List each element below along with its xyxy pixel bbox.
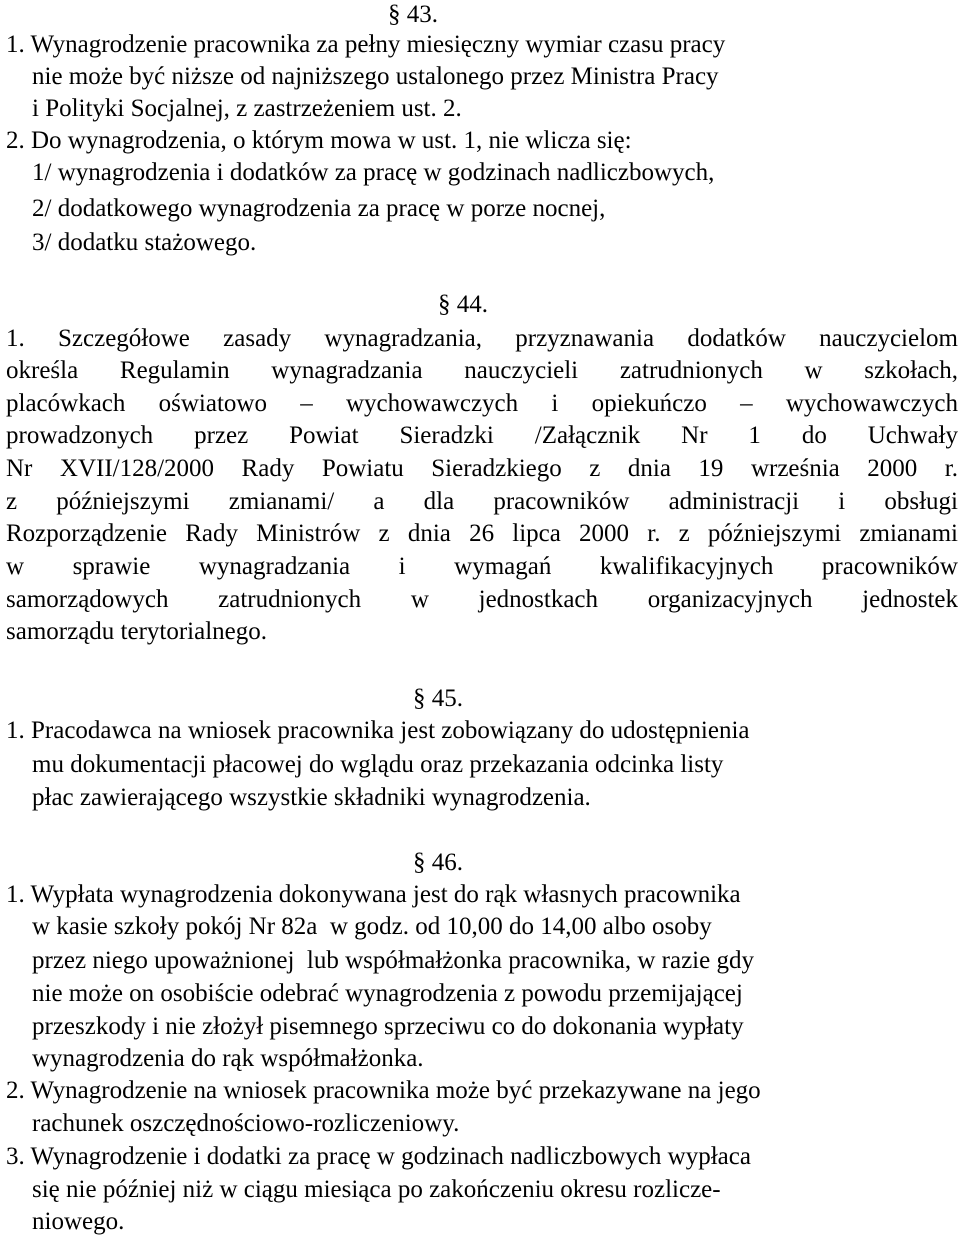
section-45-line: 1. Pracodawca na wniosek pracownika jest zobowiązany do udostępnienia — [6, 717, 750, 744]
section-44-heading: § 44. — [438, 291, 488, 318]
section-43-line: 1/ wynagrodzenia i dodatków za pracę w godzinach nadliczbowych, — [32, 159, 715, 186]
section-43-line: 3/ dodatku stażowego. — [32, 229, 257, 256]
section-43-line: nie może być niższe od najniższego ustalonego przez Ministra Pracy — [32, 63, 719, 90]
section-44-line: 1. Szczegółowe zasady wynagradzania, przyznawania dodatków nauczycielom — [6, 325, 958, 352]
section-46-line: 2. Wynagrodzenie na wniosek pracownika może być przekazywane na jego — [6, 1077, 761, 1104]
section-44-line: z późniejszymi zmianami/ a dla pracowników administracji i obsługi — [6, 488, 958, 515]
section-46-line: rachunek oszczędnościowo-rozliczeniowy. — [32, 1110, 460, 1137]
section-43-heading: § 43. — [388, 1, 438, 28]
section-43-line: 2. Do wynagrodzenia, o którym mowa w ust. 1, nie wlicza się: — [6, 127, 632, 154]
section-46-line: wynagrodzenia do rąk współmałżonka. — [32, 1045, 424, 1072]
section-44-line: Rozporządzenie Rady Ministrów z dnia 26 lipca 2000 r. z późniejszymi zmianami — [6, 520, 958, 547]
section-46-line: przez niego upoważnionej lub współmałżonka pracownika, w razie gdy — [32, 947, 754, 974]
section-44-line: samorządowych zatrudnionych w jednostkach organizacyjnych jednostek — [6, 586, 958, 613]
section-46-line: w kasie szkoły pokój Nr 82a w godz. od 10,00 do 14,00 albo osoby — [32, 913, 712, 940]
section-43-line: 2/ dodatkowego wynagrodzenia za pracę w porze nocnej, — [32, 195, 606, 222]
section-43-line: i Polityki Socjalnej, z zastrzeżeniem ust. 2. — [32, 95, 462, 122]
section-44-line: w sprawie wynagradzania i wymagań kwalifikacyjnych pracowników — [6, 553, 958, 580]
section-44-line: placówkach oświatowo – wychowawczych i opiekuńczo – wychowawczych — [6, 390, 958, 417]
section-46-heading: § 46. — [413, 849, 463, 876]
section-46-line: niowego. — [32, 1208, 125, 1235]
section-46-line: się nie później niż w ciągu miesiąca po zakończeniu okresu rozlicze- — [32, 1176, 721, 1203]
section-45-heading: § 45. — [413, 685, 463, 712]
section-45-line: płac zawierającego wszystkie składniki wynagrodzenia. — [32, 784, 591, 811]
section-44-line: określa Regulamin wynagradzania nauczycieli zatrudnionych w szkołach, — [6, 357, 958, 384]
section-46-line: 3. Wynagrodzenie i dodatki za pracę w godzinach nadliczbowych wypłaca — [6, 1143, 751, 1170]
section-45-line: mu dokumentacji płacowej do wglądu oraz przekazania odcinka listy — [32, 751, 724, 778]
section-44-line: samorządu terytorialnego. — [6, 618, 268, 645]
section-43-line: 1. Wynagrodzenie pracownika za pełny miesięczny wymiar czasu pracy — [6, 31, 726, 58]
section-44-line: prowadzonych przez Powiat Sieradzki /Załącznik Nr 1 do Uchwały — [6, 422, 958, 449]
section-46-line: 1. Wypłata wynagrodzenia dokonywana jest do rąk własnych pracownika — [6, 881, 741, 908]
section-46-line: przeszkody i nie złożył pisemnego sprzeciwu co do dokonania wypłaty — [32, 1013, 744, 1040]
section-46-line: nie może on osobiście odebrać wynagrodzenia z powodu przemijającej — [32, 980, 743, 1007]
section-44-line: Nr XVII/128/2000 Rady Powiatu Sieradzkiego z dnia 19 września 2000 r. — [6, 455, 958, 482]
